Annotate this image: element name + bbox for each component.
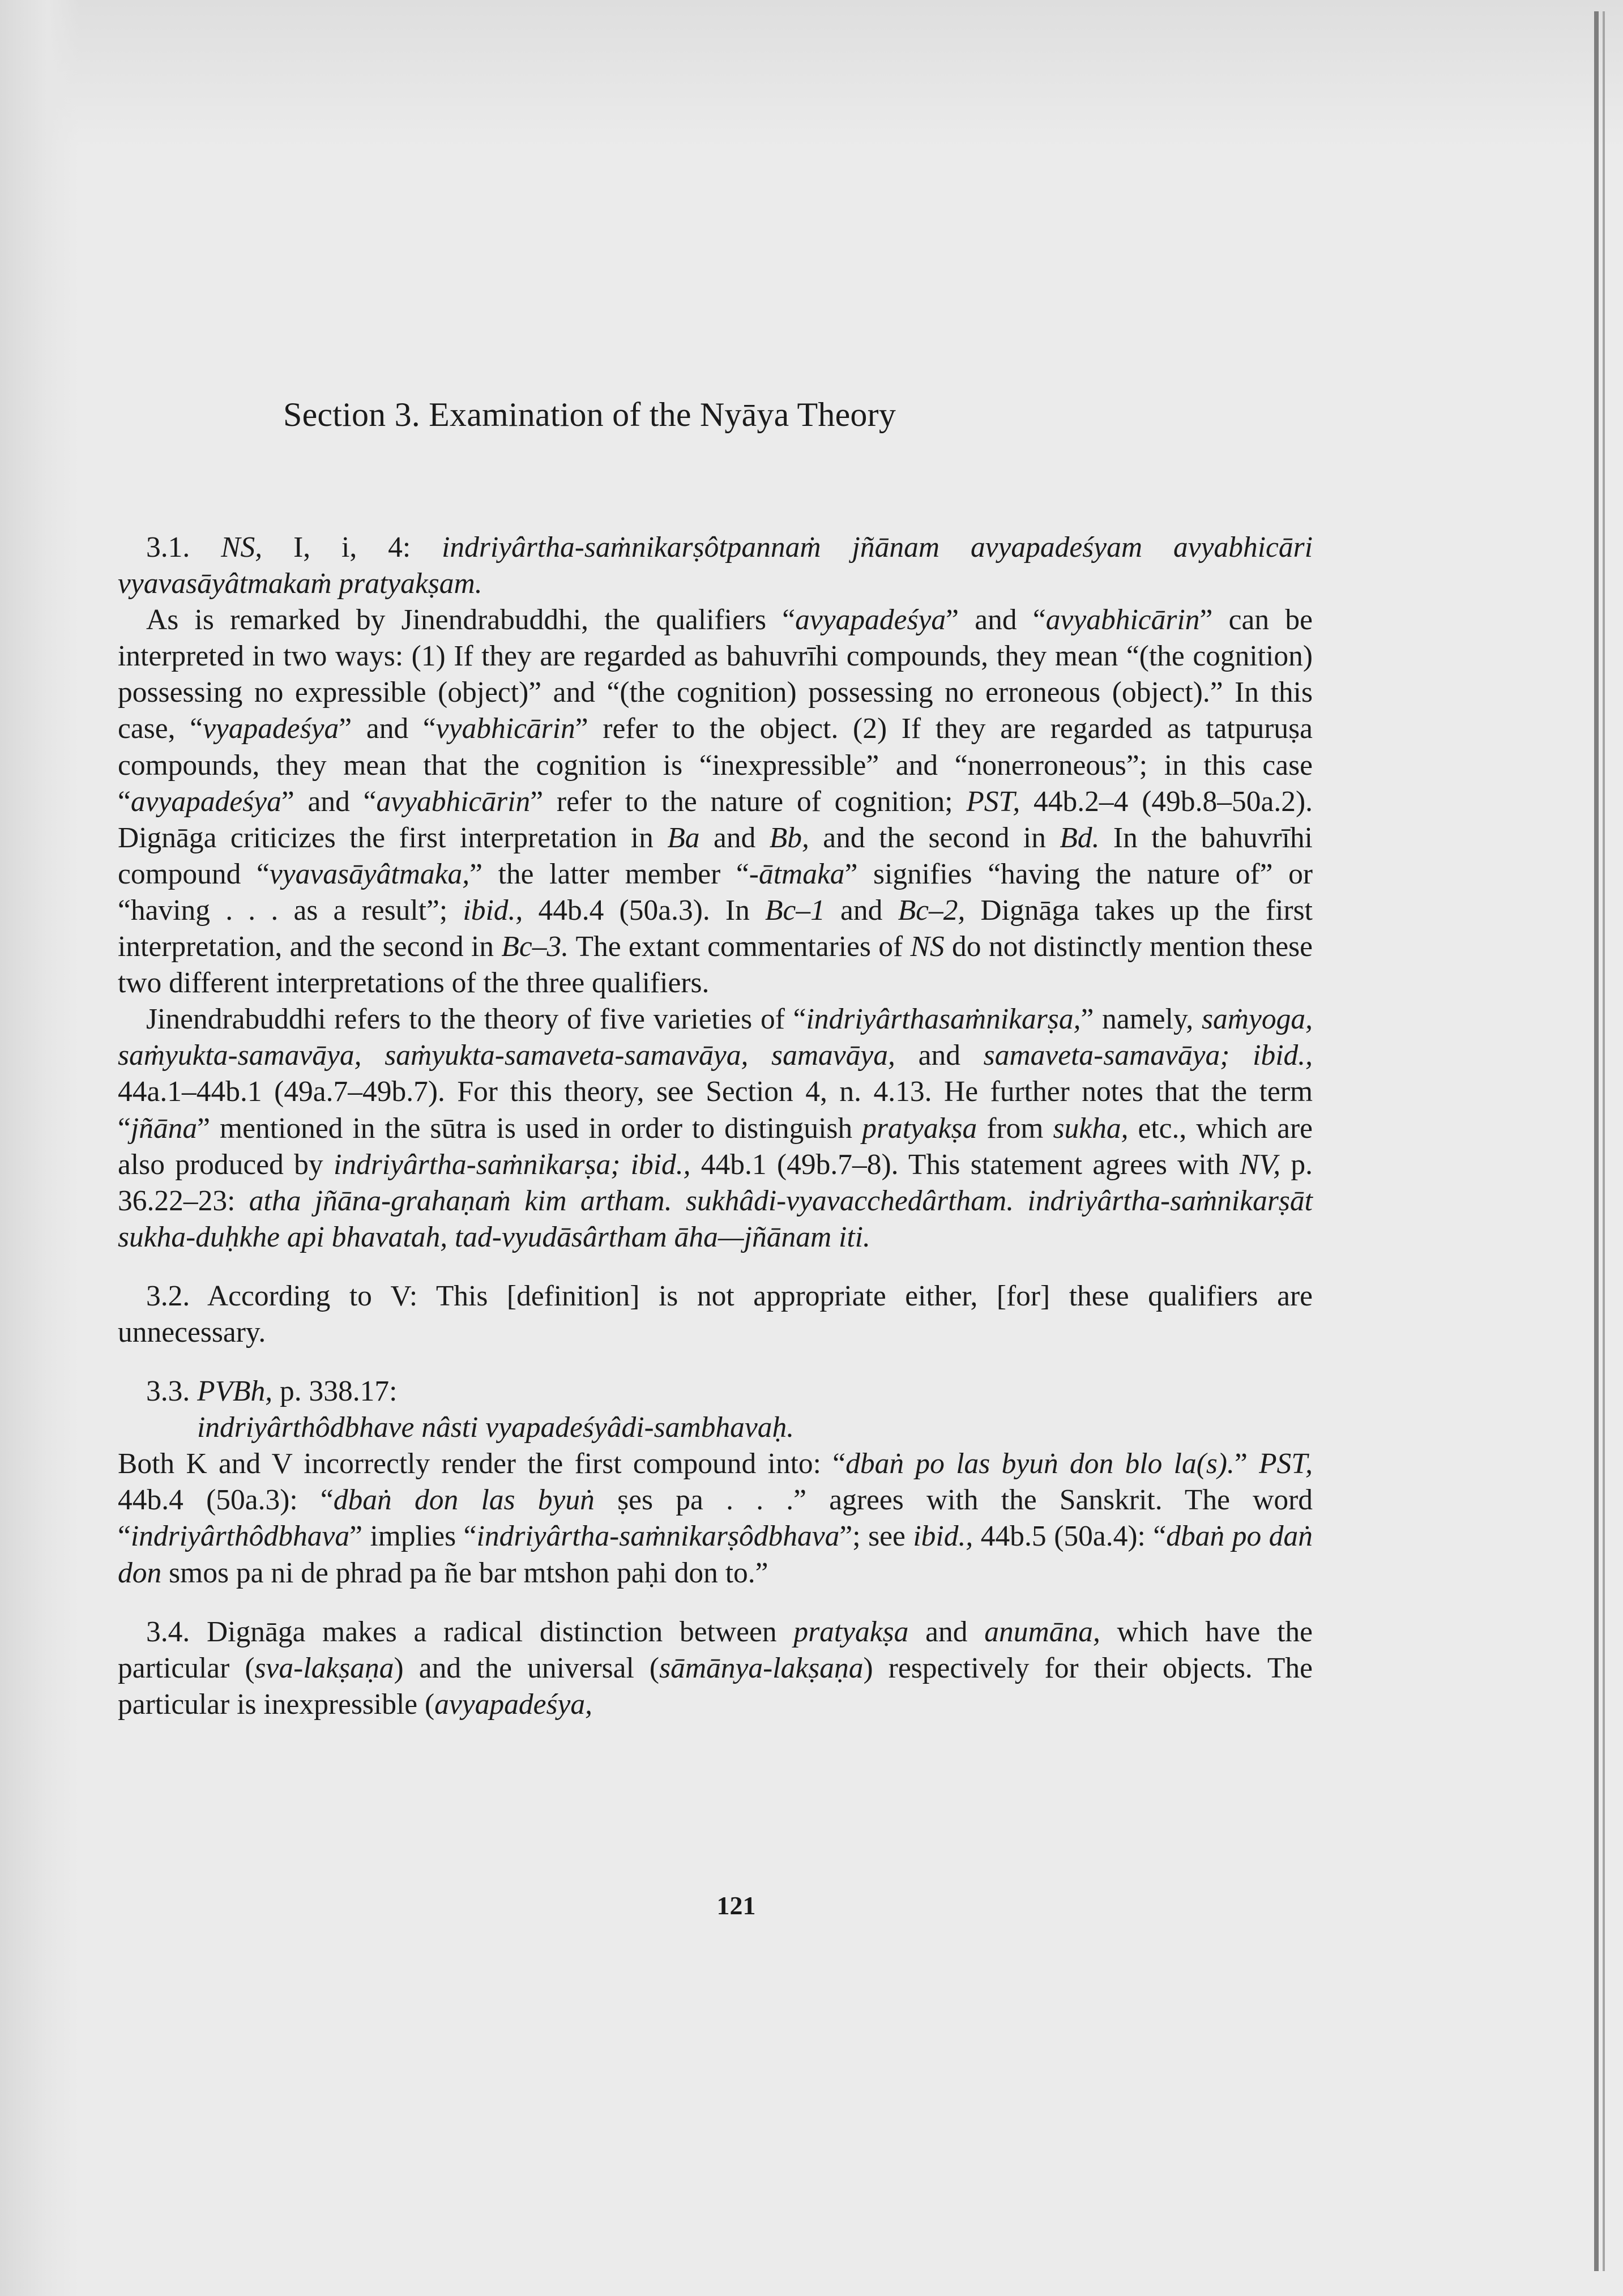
note-3-3: 3.3. PVBh, p. 338.17: indriyârthôdbhave nâsti vyapadeśyâdi-sambhavaḥ. — [118, 1373, 1313, 1446]
note-3-1-varieties: Jinendrabuddhi refers to the theory of five varieties of “indriyârthasaṁnikarṣa,” namely, saṁyoga, saṁyukta-samavāya, saṁyukta-samaveta-samavāya, samavāya, and samaveta-samavāya; ibid., 44a.1–44b.1 (49a.7–49b.7). For this theory, see Section 4, n. 4.13. He further notes that the term “jñāna” mentioned in the sūtra is used in order to distinguish pratyakṣa from sukha, etc., which are also produced by indriyârtha-saṁnikarṣa; ibid., 44b.1 (49b.7–8). This statement agrees with NV, p. 36.22–23: atha jñāna-grahaṇaṁ kim artham. sukhâdi-vyavacchedârtham. indriyârtha-saṁnikarṣāt sukha-duḥkhe api bhavatah, tad-vyudāsârtham āha—jñānam iti. — [118, 1003, 1313, 1253]
page-number: 121 — [716, 1891, 756, 1920]
scan-shade-top — [0, 0, 1623, 147]
note-3-2: 3.2. According to V: This [definition] is not appropriate either, [for] these qualifiers are unnecessary. — [118, 1279, 1313, 1348]
section-title: Section 3. Examination of the Nyāya Theory — [283, 396, 896, 433]
page-edge-inner — [1603, 11, 1605, 2271]
note-3-1: 3.1. NS, I, i, 4: indriyârtha-saṁnikarṣôtpannaṁ jñānam avyapadeśyam avyabhicāri vyavasāyâtmakaṁ pratyakṣam. — [118, 531, 1313, 600]
verse-quote: indriyârthôdbhave nâsti vyapadeśyâdi-sambhavaḥ. — [197, 1411, 795, 1444]
note-3-3-commentary: Both K and V incorrectly render the first compound into: “dbaṅ po las byuṅ don blo la(s).” PST, 44b.4 (50a.3): “dbaṅ don las byuṅ ṣes pa . . .” agrees with the Sanskrit. The word “indriyârthôdbhava” implies “indriyârtha-saṁnikarṣôdbhava”; see ibid., 44b.5 (50a.4): “dbaṅ po daṅ don smos pa ni de phrad pa ñe bar mtshon paḥi don to.” — [118, 1448, 1313, 1589]
body-text — [118, 530, 1313, 1723]
note-3-4: 3.4. Dignāga makes a radical distinction between pratyakṣa and anumāna, which have the particular (sva-lakṣaṇa) and the universal (sāmānya-lakṣaṇa) respectively for their objects. The particular is inexpressible (avyapadeśya, — [118, 1615, 1313, 1721]
scan-shade-left — [0, 0, 79, 2296]
note-3-1-commentary: As is remarked by Jinendrabuddhi, the qualifiers “avyapadeśya” and “avyabhicārin” can be interpreted in two ways: (1) If they are regarded as bahuvrīhi compounds, they mean “(the cognition) possessing no expressible (object)” and “(the cognition) possessing no erroneous (object).” In this case, “vyapadeśya” and “vyabhicārin” refer to the object. (2) If they are regarded as tatpuruṣa compounds, they mean that the cognition is “inexpressible” and “nonerroneous”; in this case “avyapadeśya” and “avyabhicārin” refer to the nature of cognition; PST, 44b.2–4 (49b.8–50a.2). Dignāga criticizes the first interpretation in Ba and Bb, and the second in Bd. In the bahuvrīhi compound “vyavasāyâtmaka,” the latter member “-ātmaka” signifies “having the nature of” or “having . . . as a result”; ibid., 44b.4 (50a.3). In Bc–1 and Bc–2, Dignāga takes up the first interpretation, and the second in Bc–3. The extant commentaries of NS do not distinctly mention these two different interpretations of the three qualifiers. — [118, 604, 1313, 1000]
page-edge — [1594, 11, 1599, 2271]
